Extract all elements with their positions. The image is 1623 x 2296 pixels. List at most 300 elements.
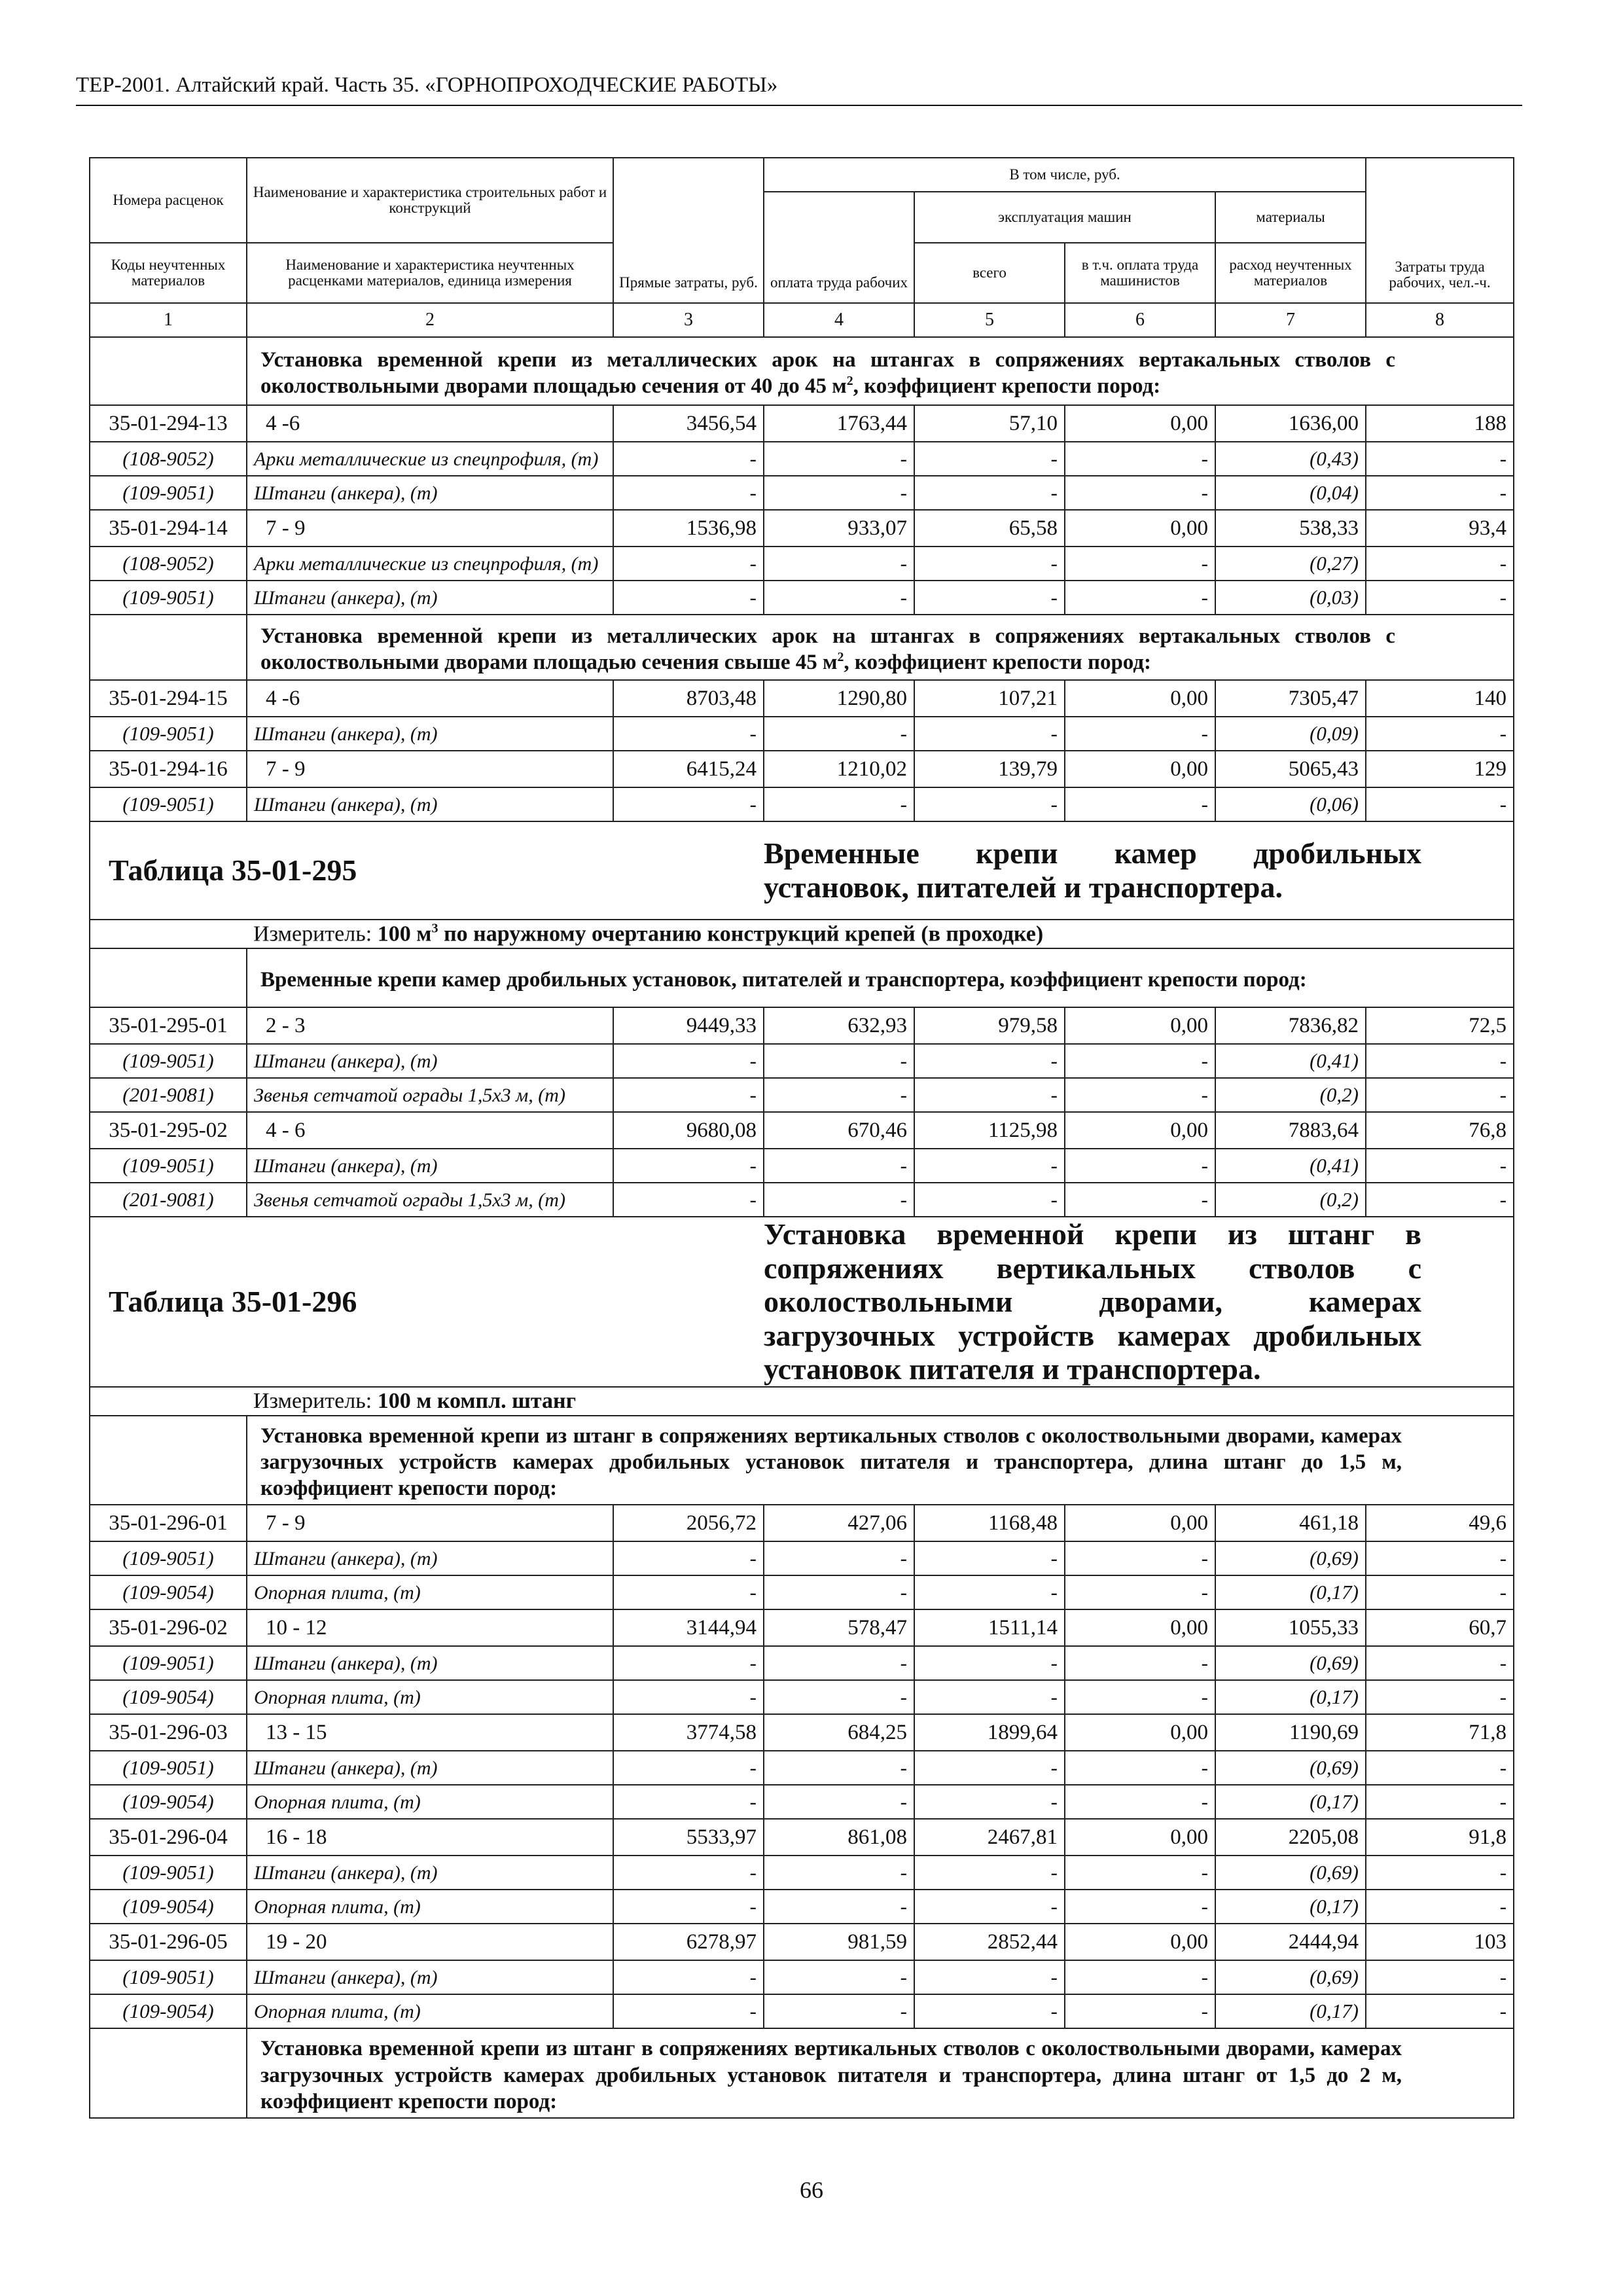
material-c5: - bbox=[914, 1183, 1065, 1217]
col1-bottom-header: Коды неучтенных материалов bbox=[90, 243, 247, 303]
price-c8: 140 bbox=[1366, 680, 1514, 717]
material-c3: - bbox=[613, 1149, 764, 1183]
price-c5: 979,58 bbox=[914, 1007, 1065, 1044]
material-c7: (0,17) bbox=[1215, 1890, 1366, 1924]
price-c8: 188 bbox=[1366, 405, 1514, 442]
material-c8: - bbox=[1366, 1541, 1514, 1575]
material-code: (109-9051) bbox=[90, 1751, 247, 1785]
col2-top-header: Наименование и характеристика строительных работ и конструкций bbox=[247, 158, 613, 243]
material-c7: (0,41) bbox=[1215, 1044, 1366, 1078]
price-code: 35-01-294-14 bbox=[90, 510, 247, 547]
material-c3: - bbox=[613, 1994, 764, 2028]
price-c5: 139,79 bbox=[914, 751, 1065, 787]
price-c5: 57,10 bbox=[914, 405, 1065, 442]
material-row bbox=[90, 1575, 1514, 1609]
price-row bbox=[90, 1505, 1514, 1541]
col-num: 7 bbox=[1215, 303, 1366, 337]
col8-header: Затраты труда рабочих, чел.-ч. bbox=[1366, 158, 1514, 303]
material-c7: (0,69) bbox=[1215, 1751, 1366, 1785]
price-c5: 2852,44 bbox=[914, 1924, 1065, 1960]
material-c4: - bbox=[764, 1541, 914, 1575]
material-name: Штанги (анкера), (т) bbox=[247, 1751, 613, 1785]
material-c8: - bbox=[1366, 1575, 1514, 1609]
material-c4: - bbox=[764, 1751, 914, 1785]
material-code: (109-9051) bbox=[90, 476, 247, 510]
material-c5: - bbox=[914, 1856, 1065, 1890]
material-c6: - bbox=[1065, 1575, 1215, 1609]
price-code: 35-01-296-05 bbox=[90, 1924, 247, 1960]
price-name: 10 - 12 bbox=[247, 1609, 613, 1646]
material-c3: - bbox=[613, 1960, 764, 1994]
material-row bbox=[90, 1960, 1514, 1994]
material-c5: - bbox=[914, 717, 1065, 751]
material-c7: (0,27) bbox=[1215, 547, 1366, 581]
price-c8: 103 bbox=[1366, 1924, 1514, 1960]
material-c6: - bbox=[1065, 787, 1215, 821]
material-c6: - bbox=[1065, 1646, 1215, 1680]
group-heading: Установка временной крепи из штанг в сопряжениях вертикальных стволов с околоствольными дворами, камерах загрузочных устройств камерах дробильных установок питателя и транспортера, длина штанг от 1,5 до 2 м, коэффициент крепости пород: bbox=[247, 2028, 1514, 2118]
material-c4: - bbox=[764, 476, 914, 510]
material-c3: - bbox=[613, 1541, 764, 1575]
material-name: Штанги (анкера), (т) bbox=[247, 1541, 613, 1575]
material-code: (109-9051) bbox=[90, 581, 247, 615]
material-code: (109-9051) bbox=[90, 1960, 247, 1994]
price-c7: 2205,08 bbox=[1215, 1819, 1366, 1856]
material-c7: (0,17) bbox=[1215, 1994, 1366, 2028]
material-c7: (0,09) bbox=[1215, 717, 1366, 751]
material-row bbox=[90, 1646, 1514, 1680]
material-c4: - bbox=[764, 1044, 914, 1078]
price-c4: 1763,44 bbox=[764, 405, 914, 442]
price-c4: 632,93 bbox=[764, 1007, 914, 1044]
price-c6: 0,00 bbox=[1065, 510, 1215, 547]
material-name: Опорная плита, (т) bbox=[247, 1575, 613, 1609]
material-c6: - bbox=[1065, 1541, 1215, 1575]
material-c3: - bbox=[613, 442, 764, 476]
price-code: 35-01-296-02 bbox=[90, 1609, 247, 1646]
price-c5: 1511,14 bbox=[914, 1609, 1065, 1646]
material-c3: - bbox=[613, 1751, 764, 1785]
material-c6: - bbox=[1065, 717, 1215, 751]
material-c4: - bbox=[764, 717, 914, 751]
material-c5: - bbox=[914, 581, 1065, 615]
material-name: Арки металлические из спецпрофиля, (т) bbox=[247, 442, 613, 476]
materials-header: материалы bbox=[1215, 192, 1366, 243]
material-name: Штанги (анкера), (т) bbox=[247, 1044, 613, 1078]
table-title: Таблица 35-01-295 bbox=[90, 821, 764, 920]
price-c7: 1190,69 bbox=[1215, 1714, 1366, 1751]
material-code: (109-9051) bbox=[90, 1646, 247, 1680]
material-row bbox=[90, 1785, 1514, 1819]
material-c8: - bbox=[1366, 547, 1514, 581]
price-row bbox=[90, 405, 1514, 442]
price-name: 4 - 6 bbox=[247, 1112, 613, 1149]
material-c3: - bbox=[613, 717, 764, 751]
material-c7: (0,69) bbox=[1215, 1541, 1366, 1575]
price-c4: 981,59 bbox=[764, 1924, 914, 1960]
price-c5: 65,58 bbox=[914, 510, 1065, 547]
material-code: (201-9081) bbox=[90, 1183, 247, 1217]
material-c5: - bbox=[914, 442, 1065, 476]
material-c7: (0,43) bbox=[1215, 442, 1366, 476]
price-c7: 2444,94 bbox=[1215, 1924, 1366, 1960]
material-code: (109-9051) bbox=[90, 1044, 247, 1078]
material-c8: - bbox=[1366, 1890, 1514, 1924]
price-name: 4 -6 bbox=[247, 405, 613, 442]
col6-header: в т.ч. оплата труда машинистов bbox=[1065, 243, 1215, 303]
price-c7: 1055,33 bbox=[1215, 1609, 1366, 1646]
material-c4: - bbox=[764, 1183, 914, 1217]
running-header: ТЕР-2001. Алтайский край. Часть 35. «ГОРНОПРОХОДЧЕСКИЕ РАБОТЫ» bbox=[76, 73, 778, 97]
material-name: Опорная плита, (т) bbox=[247, 1890, 613, 1924]
price-c6: 0,00 bbox=[1065, 1112, 1215, 1149]
material-row bbox=[90, 1541, 1514, 1575]
material-c5: - bbox=[914, 1149, 1065, 1183]
material-code: (108-9052) bbox=[90, 442, 247, 476]
price-name: 7 - 9 bbox=[247, 510, 613, 547]
material-c4: - bbox=[764, 787, 914, 821]
price-name: 13 - 15 bbox=[247, 1714, 613, 1751]
material-c3: - bbox=[613, 787, 764, 821]
price-c3: 5533,97 bbox=[613, 1819, 764, 1856]
material-c5: - bbox=[914, 1785, 1065, 1819]
price-row bbox=[90, 1924, 1514, 1960]
material-c6: - bbox=[1065, 581, 1215, 615]
material-code: (109-9054) bbox=[90, 1575, 247, 1609]
material-c7: (0,17) bbox=[1215, 1680, 1366, 1714]
material-row bbox=[90, 1994, 1514, 2028]
material-c3: - bbox=[613, 581, 764, 615]
price-row bbox=[90, 751, 1514, 787]
material-name: Штанги (анкера), (т) bbox=[247, 476, 613, 510]
material-c4: - bbox=[764, 1149, 914, 1183]
material-code: (109-9051) bbox=[90, 1541, 247, 1575]
material-c8: - bbox=[1366, 1183, 1514, 1217]
col-num: 5 bbox=[914, 303, 1065, 337]
material-c5: - bbox=[914, 787, 1065, 821]
price-c4: 670,46 bbox=[764, 1112, 914, 1149]
material-c8: - bbox=[1366, 1044, 1514, 1078]
material-c7: (0,17) bbox=[1215, 1785, 1366, 1819]
material-c3: - bbox=[613, 476, 764, 510]
material-c8: - bbox=[1366, 476, 1514, 510]
material-c7: (0,69) bbox=[1215, 1646, 1366, 1680]
material-c8: - bbox=[1366, 1751, 1514, 1785]
price-code: 35-01-296-03 bbox=[90, 1714, 247, 1751]
price-c6: 0,00 bbox=[1065, 1714, 1215, 1751]
price-name: 16 - 18 bbox=[247, 1819, 613, 1856]
material-row bbox=[90, 1044, 1514, 1078]
table-description: Установка временной крепи из штанг в сопряжениях вертикальных стволов с околоствольными дворами, камерах загрузочных устройств камерах дробильных установок питателя и транспортера. bbox=[764, 1217, 1514, 1387]
price-c3: 1536,98 bbox=[613, 510, 764, 547]
material-row bbox=[90, 1078, 1514, 1112]
material-c3: - bbox=[613, 1183, 764, 1217]
material-c6: - bbox=[1065, 1078, 1215, 1112]
price-code: 35-01-294-15 bbox=[90, 680, 247, 717]
price-c5: 1125,98 bbox=[914, 1112, 1065, 1149]
material-c3: - bbox=[613, 1856, 764, 1890]
price-c6: 0,00 bbox=[1065, 751, 1215, 787]
price-c7: 7883,64 bbox=[1215, 1112, 1366, 1149]
material-name: Арки металлические из спецпрофиля, (т) bbox=[247, 547, 613, 581]
material-c5: - bbox=[914, 1680, 1065, 1714]
table-measure: Измеритель: 100 $м^3$ по наружному очертанию конструкций крепей (в проходке) bbox=[247, 920, 1514, 948]
machines-header: эксплуатация машин bbox=[914, 192, 1215, 243]
material-c4: - bbox=[764, 1890, 914, 1924]
material-code: (109-9054) bbox=[90, 1890, 247, 1924]
material-c8: - bbox=[1366, 1149, 1514, 1183]
material-code: (109-9054) bbox=[90, 1680, 247, 1714]
material-c7: (0,2) bbox=[1215, 1078, 1366, 1112]
material-c3: - bbox=[613, 1680, 764, 1714]
material-name: Опорная плита, (т) bbox=[247, 1680, 613, 1714]
price-row bbox=[90, 1819, 1514, 1856]
material-name: Штанги (анкера), (т) bbox=[247, 1960, 613, 1994]
material-code: (109-9051) bbox=[90, 1149, 247, 1183]
price-row bbox=[90, 1714, 1514, 1751]
material-c4: - bbox=[764, 1078, 914, 1112]
material-c6: - bbox=[1065, 547, 1215, 581]
price-c7: 1636,00 bbox=[1215, 405, 1366, 442]
material-c4: - bbox=[764, 547, 914, 581]
material-c3: - bbox=[613, 1575, 764, 1609]
material-name: Звенья сетчатой ограды 1,5х3 м, (т) bbox=[247, 1078, 613, 1112]
material-code: (109-9051) bbox=[90, 787, 247, 821]
price-code: 35-01-295-01 bbox=[90, 1007, 247, 1044]
price-c8: 129 bbox=[1366, 751, 1514, 787]
material-c7: (0,17) bbox=[1215, 1575, 1366, 1609]
price-c4: 578,47 bbox=[764, 1609, 914, 1646]
material-c6: - bbox=[1065, 1044, 1215, 1078]
price-c8: 91,8 bbox=[1366, 1819, 1514, 1856]
price-row bbox=[90, 510, 1514, 547]
material-name: Штанги (анкера), (т) bbox=[247, 1646, 613, 1680]
material-c5: - bbox=[914, 1646, 1065, 1680]
group-heading: Установка временной крепи из штанг в сопряжениях вертикальных стволов с околоствольными дворами, камерах загрузочных устройств камерах дробильных установок питателя и транспортера, длина штанг до 1,5 м, коэффициент крепости пород: bbox=[247, 1416, 1514, 1505]
material-name: Штанги (анкера), (т) bbox=[247, 1149, 613, 1183]
price-c5: 1168,48 bbox=[914, 1505, 1065, 1541]
material-c4: - bbox=[764, 1680, 914, 1714]
price-c3: 9449,33 bbox=[613, 1007, 764, 1044]
header-rule bbox=[76, 105, 1522, 106]
material-row bbox=[90, 581, 1514, 615]
price-c4: 1290,80 bbox=[764, 680, 914, 717]
col2-bottom-header: Наименование и характеристика неучтенных расценками материалов, единица измерения bbox=[247, 243, 613, 303]
price-c3: 9680,08 bbox=[613, 1112, 764, 1149]
material-c5: - bbox=[914, 1960, 1065, 1994]
material-c6: - bbox=[1065, 1960, 1215, 1994]
col-num: 4 bbox=[764, 303, 914, 337]
price-c5: 107,21 bbox=[914, 680, 1065, 717]
material-c5: - bbox=[914, 547, 1065, 581]
material-code: (109-9054) bbox=[90, 1994, 247, 2028]
material-c3: - bbox=[613, 1044, 764, 1078]
price-c8: 60,7 bbox=[1366, 1609, 1514, 1646]
material-c3: - bbox=[613, 547, 764, 581]
col-num: 8 bbox=[1366, 303, 1514, 337]
price-name: 19 - 20 bbox=[247, 1924, 613, 1960]
price-c4: 684,25 bbox=[764, 1714, 914, 1751]
material-row bbox=[90, 717, 1514, 751]
material-c8: - bbox=[1366, 1078, 1514, 1112]
col5-header: всего bbox=[914, 243, 1065, 303]
price-c8: 93,4 bbox=[1366, 510, 1514, 547]
price-c6: 0,00 bbox=[1065, 1007, 1215, 1044]
material-c4: - bbox=[764, 1646, 914, 1680]
material-code: (109-9051) bbox=[90, 1856, 247, 1890]
material-row bbox=[90, 1680, 1514, 1714]
price-c3: 3144,94 bbox=[613, 1609, 764, 1646]
price-c6: 0,00 bbox=[1065, 680, 1215, 717]
material-c5: - bbox=[914, 1078, 1065, 1112]
material-code: (201-9081) bbox=[90, 1078, 247, 1112]
price-code: 35-01-296-01 bbox=[90, 1505, 247, 1541]
material-c4: - bbox=[764, 1785, 914, 1819]
price-c4: 1210,02 bbox=[764, 751, 914, 787]
material-c8: - bbox=[1366, 717, 1514, 751]
material-row bbox=[90, 476, 1514, 510]
material-c6: - bbox=[1065, 1149, 1215, 1183]
price-c3: 3774,58 bbox=[613, 1714, 764, 1751]
price-row bbox=[90, 680, 1514, 717]
price-c7: 7305,47 bbox=[1215, 680, 1366, 717]
table-title: Таблица 35-01-296 bbox=[90, 1217, 764, 1387]
price-c6: 0,00 bbox=[1065, 405, 1215, 442]
material-c3: - bbox=[613, 1646, 764, 1680]
material-c4: - bbox=[764, 1994, 914, 2028]
material-row bbox=[90, 442, 1514, 476]
material-row bbox=[90, 1149, 1514, 1183]
col3-header: Прямые затраты, руб. bbox=[613, 158, 764, 303]
material-c6: - bbox=[1065, 1890, 1215, 1924]
material-c4: - bbox=[764, 1856, 914, 1890]
price-c3: 8703,48 bbox=[613, 680, 764, 717]
material-c5: - bbox=[914, 1044, 1065, 1078]
price-c3: 6278,97 bbox=[613, 1924, 764, 1960]
material-c8: - bbox=[1366, 1785, 1514, 1819]
col-num: 2 bbox=[247, 303, 613, 337]
material-c8: - bbox=[1366, 1994, 1514, 2028]
col-num: 6 bbox=[1065, 303, 1215, 337]
material-c4: - bbox=[764, 1575, 914, 1609]
price-c7: 5065,43 bbox=[1215, 751, 1366, 787]
col4-header: оплата труда рабочих bbox=[764, 192, 914, 303]
material-c6: - bbox=[1065, 1785, 1215, 1819]
group-heading: Установка временной крепи из металлических арок на штангах в сопряжениях вертакальных стволов с околоствольными дворами площадью сечения от 40 до 45 $м^2$, коэффициент крепости пород: bbox=[247, 337, 1514, 405]
material-c6: - bbox=[1065, 1751, 1215, 1785]
price-c4: 933,07 bbox=[764, 510, 914, 547]
price-code: 35-01-294-16 bbox=[90, 751, 247, 787]
price-c8: 76,8 bbox=[1366, 1112, 1514, 1149]
material-c8: - bbox=[1366, 581, 1514, 615]
price-c5: 1899,64 bbox=[914, 1714, 1065, 1751]
material-name: Штанги (анкера), (т) bbox=[247, 1856, 613, 1890]
material-c6: - bbox=[1065, 476, 1215, 510]
material-c3: - bbox=[613, 1785, 764, 1819]
material-row bbox=[90, 1890, 1514, 1924]
price-row bbox=[90, 1609, 1514, 1646]
material-c6: - bbox=[1065, 1183, 1215, 1217]
material-c7: (0,03) bbox=[1215, 581, 1366, 615]
price-code: 35-01-295-02 bbox=[90, 1112, 247, 1149]
material-code: (108-9052) bbox=[90, 547, 247, 581]
table-measure: Измеритель: 100 м компл. штанг bbox=[247, 1387, 1514, 1416]
material-c5: - bbox=[914, 1890, 1065, 1924]
material-code: (109-9054) bbox=[90, 1785, 247, 1819]
material-name: Опорная плита, (т) bbox=[247, 1785, 613, 1819]
material-row bbox=[90, 547, 1514, 581]
price-c7: 7836,82 bbox=[1215, 1007, 1366, 1044]
material-name: Опорная плита, (т) bbox=[247, 1994, 613, 2028]
material-name: Звенья сетчатой ограды 1,5х3 м, (т) bbox=[247, 1183, 613, 1217]
col-num: 3 bbox=[613, 303, 764, 337]
material-c4: - bbox=[764, 1960, 914, 1994]
price-row bbox=[90, 1007, 1514, 1044]
price-name: 4 -6 bbox=[247, 680, 613, 717]
material-c4: - bbox=[764, 581, 914, 615]
table-description: Временные крепи камер дробильных установок, питателей и транспортера. bbox=[764, 821, 1514, 920]
price-c8: 72,5 bbox=[1366, 1007, 1514, 1044]
price-c7: 461,18 bbox=[1215, 1505, 1366, 1541]
col-num: 1 bbox=[90, 303, 247, 337]
material-c6: - bbox=[1065, 1680, 1215, 1714]
material-row bbox=[90, 1751, 1514, 1785]
material-c8: - bbox=[1366, 787, 1514, 821]
price-code: 35-01-296-04 bbox=[90, 1819, 247, 1856]
price-c5: 2467,81 bbox=[914, 1819, 1065, 1856]
material-c8: - bbox=[1366, 442, 1514, 476]
material-c4: - bbox=[764, 442, 914, 476]
material-row bbox=[90, 787, 1514, 821]
price-name: 7 - 9 bbox=[247, 751, 613, 787]
material-c7: (0,69) bbox=[1215, 1960, 1366, 1994]
price-name: 2 - 3 bbox=[247, 1007, 613, 1044]
rates-table bbox=[89, 157, 1514, 2119]
price-c8: 49,6 bbox=[1366, 1505, 1514, 1541]
price-c3: 2056,72 bbox=[613, 1505, 764, 1541]
material-row bbox=[90, 1856, 1514, 1890]
incl-header: В том числе, руб. bbox=[764, 158, 1366, 192]
price-c3: 6415,24 bbox=[613, 751, 764, 787]
col1-top-header: Номера расценок bbox=[90, 158, 247, 243]
material-name: Штанги (анкера), (т) bbox=[247, 581, 613, 615]
price-c6: 0,00 bbox=[1065, 1924, 1215, 1960]
material-name: Штанги (анкера), (т) bbox=[247, 717, 613, 751]
material-c3: - bbox=[613, 1890, 764, 1924]
material-row bbox=[90, 1183, 1514, 1217]
price-name: 7 - 9 bbox=[247, 1505, 613, 1541]
material-code: (109-9051) bbox=[90, 717, 247, 751]
price-c6: 0,00 bbox=[1065, 1609, 1215, 1646]
material-c5: - bbox=[914, 1994, 1065, 2028]
material-c7: (0,2) bbox=[1215, 1183, 1366, 1217]
material-c7: (0,41) bbox=[1215, 1149, 1366, 1183]
material-c6: - bbox=[1065, 1856, 1215, 1890]
col7-header: расход неучтенных материалов bbox=[1215, 243, 1366, 303]
group-heading: Установка временной крепи из металлических арок на штангах в сопряжениях вертакальных стволов с околоствольными дворами площадью сечения свыше 45 $м^2$, коэффициент крепости пород: bbox=[247, 615, 1514, 680]
price-c4: 427,06 bbox=[764, 1505, 914, 1541]
material-c5: - bbox=[914, 1541, 1065, 1575]
price-c6: 0,00 bbox=[1065, 1819, 1215, 1856]
material-c8: - bbox=[1366, 1646, 1514, 1680]
material-c7: (0,06) bbox=[1215, 787, 1366, 821]
material-c6: - bbox=[1065, 1994, 1215, 2028]
group-heading: Временные крепи камер дробильных установок, питателей и транспортера, коэффициент крепости пород: bbox=[247, 948, 1514, 1007]
material-c8: - bbox=[1366, 1960, 1514, 1994]
price-row bbox=[90, 1112, 1514, 1149]
material-c3: - bbox=[613, 1078, 764, 1112]
price-code: 35-01-294-13 bbox=[90, 405, 247, 442]
